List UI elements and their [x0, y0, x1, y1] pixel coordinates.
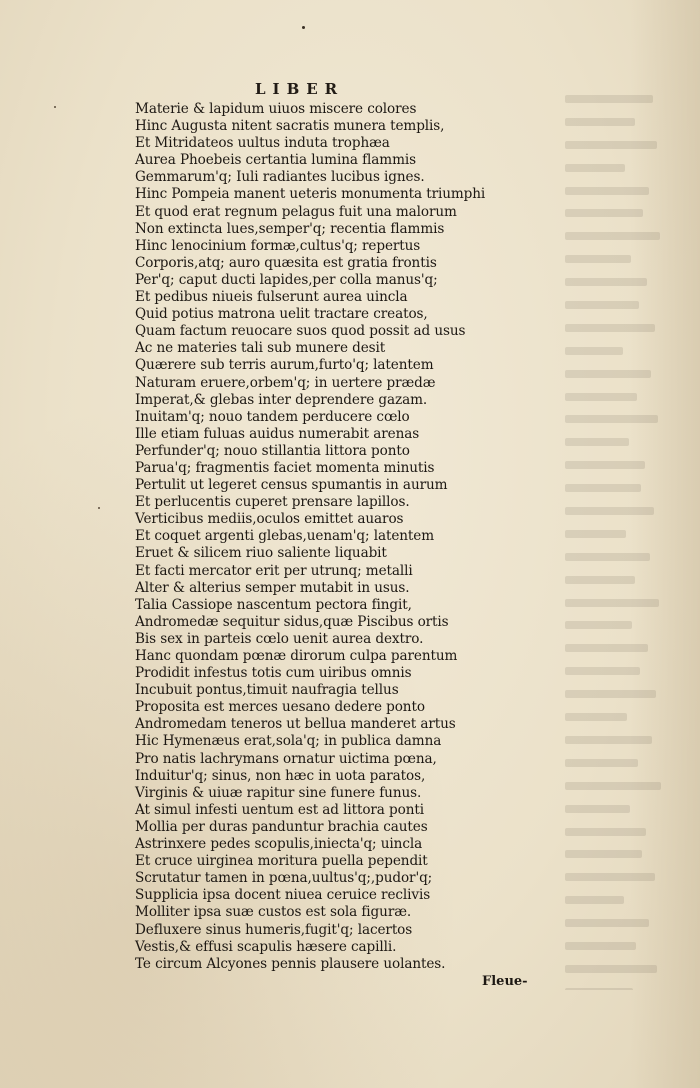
verse-line: Vestis,& effusi scapulis hæsere capilli. [135, 938, 397, 955]
bleed-line [565, 736, 695, 754]
bleed-line [565, 507, 695, 525]
bleed-line [565, 393, 695, 411]
bleed-line [565, 896, 695, 914]
verse-line: Et pedibus niueis fulserunt aurea uincla [135, 289, 408, 306]
verse-line: Quam factum reuocare suos quod possit ad usus [135, 323, 466, 340]
verse-line: Et cruce uirginea moritura puella pependit [135, 853, 428, 870]
bleed-line [565, 713, 695, 731]
bleed-line [565, 164, 695, 182]
verse-line: Incubuit pontus,timuit naufragia tellus [135, 682, 399, 699]
verse-line: Pro natis lachrymans ornatur uictima pœna, [135, 750, 437, 767]
bleed-line [565, 576, 695, 594]
bleed-line [565, 95, 695, 113]
bleed-line [565, 209, 695, 227]
verse-line: Hinc Pompeia manent ueteris monumenta triumphi [135, 186, 486, 203]
verse-line: Inuitam'q; nouo tandem perducere cœlo [135, 408, 410, 425]
verse-line: Et coquet argenti glebas,uenam'q; latentem [135, 528, 435, 545]
bleed-line [565, 965, 695, 983]
verse-line: Eruet & silicem riuo saliente liquabit [135, 545, 387, 562]
verse-line: Non extincta lues,semper'q; recentia flammis [135, 220, 445, 237]
bleed-line [565, 301, 695, 319]
verse-line: Et Mitridateos uultus induta trophæa [135, 135, 390, 152]
verse-line: Andromedæ sequitur sidus,quæ Piscibus ortis [135, 613, 449, 630]
verse-line: Proposita est merces uesano dedere ponto [135, 699, 425, 716]
verse-line: Induitur'q; sinus, non hæc in uota paratos, [135, 767, 426, 784]
verse-line: Hic Hymenæus erat,sola'q; in publica damna [135, 733, 442, 750]
verse-line: Astrinxere pedes scopulis,iniecta'q; uincla [135, 836, 423, 853]
verse-line: Quærere sub terris aurum,furto'q; latentem [135, 357, 434, 374]
bleed-line [565, 461, 695, 479]
bleed-line [565, 255, 695, 273]
verse-line: Perfunder'q; nouo stillantia littora ponto [135, 442, 410, 459]
verse-line: Hinc Augusta nitent sacratis munera templis, [135, 118, 445, 135]
verse-line: Et facti mercator erit per utrunq; metalli [135, 562, 413, 579]
bleed-line [565, 942, 695, 960]
bleed-line [565, 530, 695, 548]
verse-line: Verticibus mediis,oculos emittet auaros [135, 511, 404, 528]
bleed-line [565, 278, 695, 296]
running-head: LIBER [255, 80, 345, 98]
verse-line: Defluxere sinus humeris,fugit'q; lacertos [135, 921, 413, 938]
bleed-line [565, 347, 695, 365]
verse-line: Supplicia ipsa docent niuea ceruice reclivis [135, 887, 431, 904]
verse-line: Ille etiam fuluas auidus numerabit arenas [135, 425, 420, 442]
bleed-line [565, 621, 695, 639]
verse-line: Scrutatur tamen in pœna,uultus'q;,pudor'q; [135, 870, 433, 887]
verse-line: Virginis & uiuæ rapitur sine funere funus. [135, 784, 422, 801]
verse-line: Alter & alterius semper mutabit in usus. [135, 579, 410, 596]
bleed-line [565, 118, 695, 136]
bleed-line [565, 919, 695, 937]
verse-line: Aurea Phoebeis certantia lumina flammis [135, 152, 416, 169]
bleed-line [565, 324, 695, 342]
bleed-line [565, 805, 695, 823]
verse-line: Imperat,& glebas inter deprendere gazam. [135, 391, 428, 408]
verse-line: Naturam eruere,orbem'q; in uertere prædæ [135, 374, 436, 391]
verse-line: Ac ne materies tali sub munere desit [135, 340, 386, 357]
verse-line: Prodidit infestus totis cum uiribus omnis [135, 665, 412, 682]
verse-line: At simul infesti uentum est ad littora ponti [135, 801, 424, 818]
bleed-line [565, 988, 695, 990]
bleed-line [565, 644, 695, 662]
bleed-line [565, 690, 695, 708]
verse-line: Andromedam teneros ut bellua manderet artus [135, 716, 456, 733]
verse-line: Parua'q; fragmentis faciet momenta minutis [135, 459, 435, 476]
verse-line: Hanc quondam pœnæ dirorum culpa parentum [135, 648, 458, 664]
bleed-line [565, 232, 695, 250]
bleed-line [565, 415, 695, 433]
bleed-line [565, 370, 695, 388]
bleed-line [565, 553, 695, 571]
catchword: Fleue- [482, 974, 528, 989]
verse-line: Quid potius matrona uelit tractare creatos, [135, 306, 428, 323]
bleed-line [565, 759, 695, 777]
bleed-line [565, 828, 695, 846]
verse-line: Corporis,atq; auro quæsita est gratia frontis [135, 254, 437, 271]
margin-speck [54, 106, 56, 108]
verse-line: Te circum Alcyones pennis plausere uolantes. [135, 955, 446, 972]
margin-speck [98, 507, 100, 509]
verse-line: Pertulit ut legeret census spumantis in aurum [135, 477, 448, 494]
bleed-line [565, 599, 695, 617]
verse-line: Et perlucentis cuperet prensare lapillos. [135, 494, 410, 511]
bleed-line [565, 850, 695, 868]
verse-line: Materie & lapidum uiuos miscere colores [135, 101, 417, 117]
verse-line: Mollia per duras panduntur brachia cautes [135, 818, 428, 835]
verse-block [135, 101, 486, 973]
verse-line: Molliter ipsa suæ custos est sola figuræ. [135, 904, 412, 921]
bleed-line [565, 484, 695, 502]
verse-line: Hinc lenocinium formæ,cultus'q; repertus [135, 237, 421, 254]
bleed-line [565, 187, 695, 205]
verse-line: Bis sex in parteis cœlo uenit aurea dextro. [135, 630, 424, 647]
ink-speck [302, 26, 305, 29]
verse-line: Gemmarum'q; Iuli radiantes lucibus ignes. [135, 169, 425, 186]
bleed-through-text [565, 90, 695, 990]
verse-line: Et quod erat regnum pelagus fuit una malorum [135, 203, 457, 220]
verse-line: Per'q; caput ducti lapides,per colla manus'q; [135, 271, 438, 288]
bleed-line [565, 873, 695, 891]
bleed-line [565, 141, 695, 159]
bleed-line [565, 438, 695, 456]
bleed-line [565, 667, 695, 685]
verse-line: Talia Cassiope nascentum pectora fingit, [135, 596, 412, 613]
bleed-line [565, 782, 695, 800]
